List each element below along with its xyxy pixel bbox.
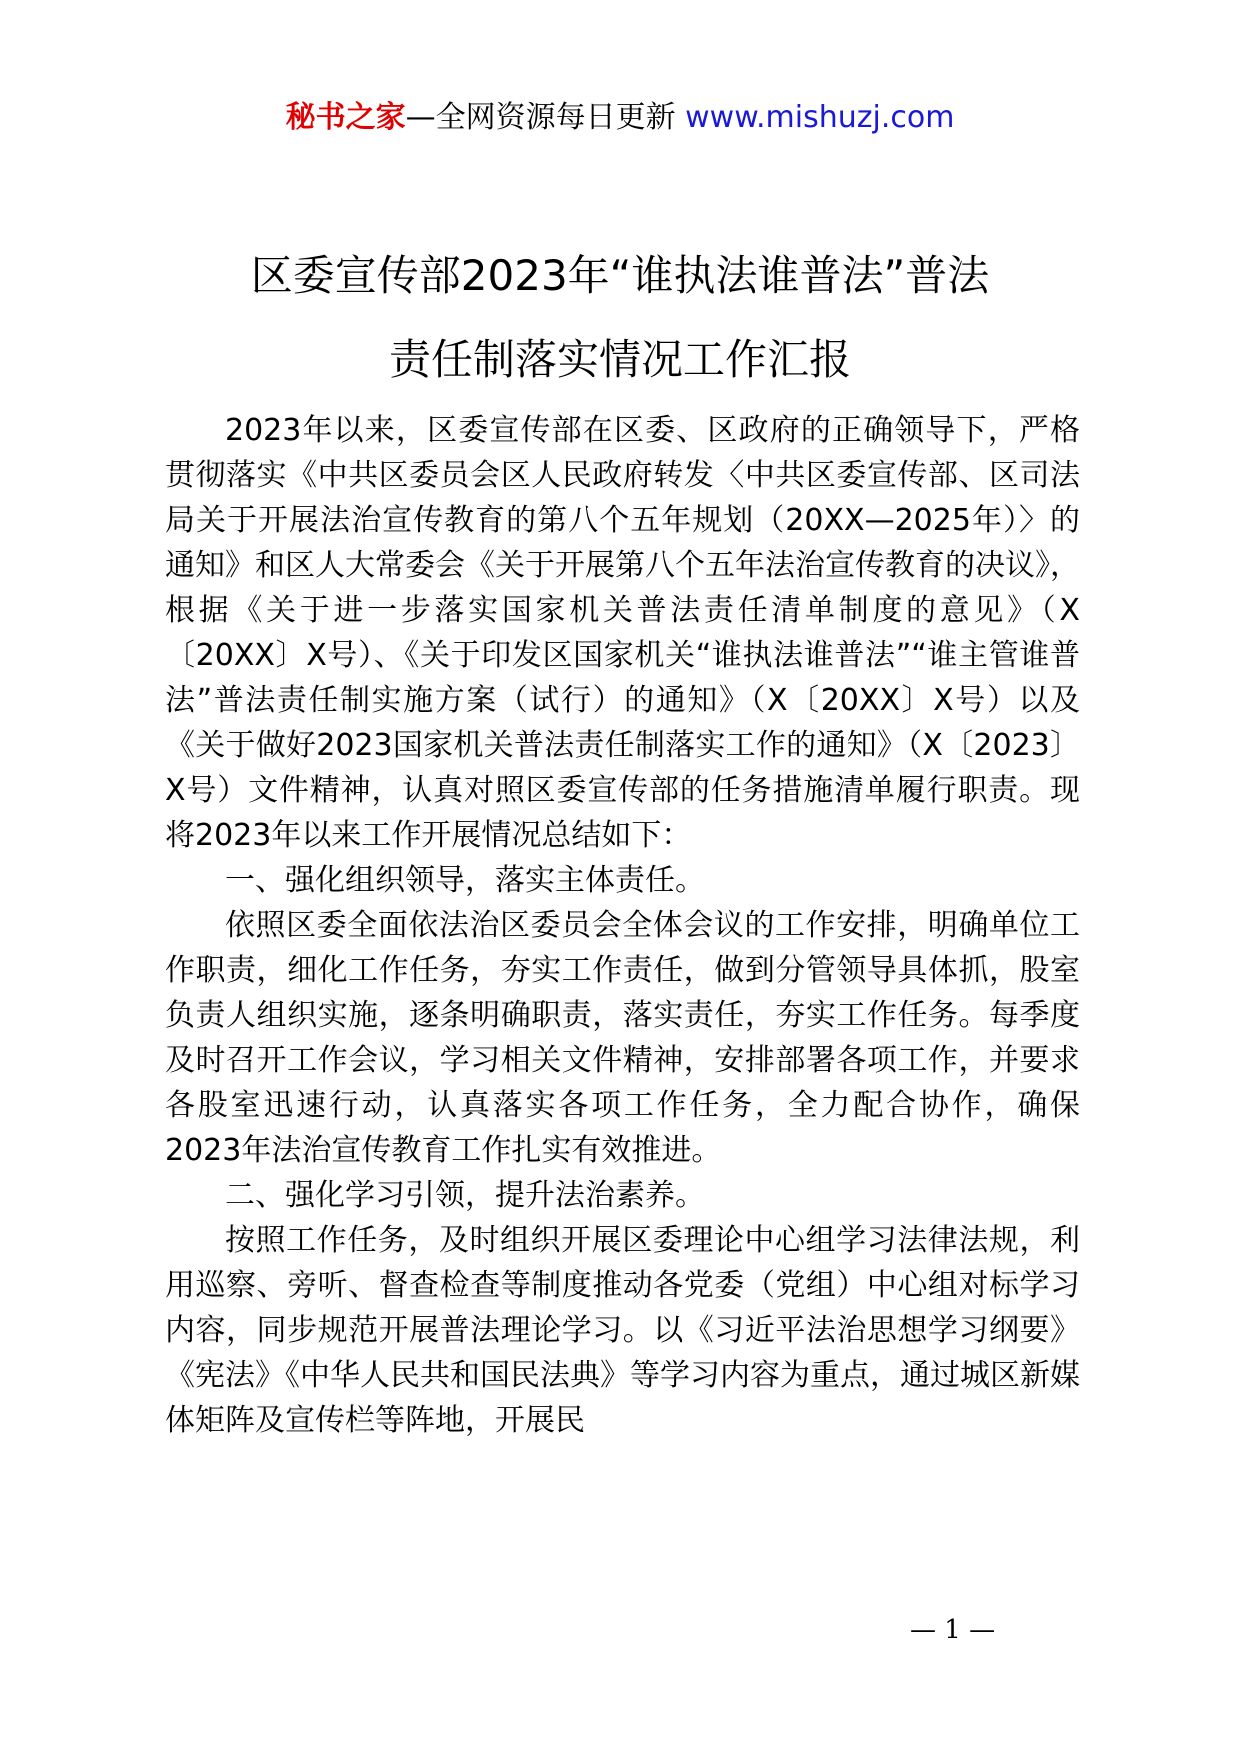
document-title-line-2: 责任制落实情况工作汇报: [388, 335, 851, 384]
site-banner: [0, 98, 1240, 138]
intro-paragraph: 2023年以来，区委宣传部在区委、区政府的正确领导下，严格贯彻落实《中共区委员会区人民政府转发〈中共区委宣传部、区司法局关于开展法治宣传教育的第八个五年规划（20XX—2025年）〉的通知》和区人大常委会《关于开展第八个五年法治宣传教育的决议》，根据《关于进一步落实国家机关普法责任清单制度的意见》（X〔20XX〕X号）、《关于印发区国家机关“谁执法谁普法”“谁主管谁普法”普法责任制实施方案（试行）的通知》（X〔20XX〕X号）以及《关于做好2023国家机关普法责任制落实工作的通知》（X〔2023〕X号）文件精神，认真对照区委宣传部的任务措施清单履行职责。现将2023年以来工作开展情况总结如下：: [165, 413, 1080, 853]
site-brand: 秘书之家: [285, 100, 406, 135]
site-tagline: —全网资源每日更新: [405, 100, 686, 135]
section-heading-1: 一、强化组织领导，落实主体责任。: [225, 863, 705, 898]
section-heading-2: 二、强化学习引领，提升法治素养。: [225, 1178, 705, 1213]
site-url-link[interactable]: www.mishuzj.com: [685, 100, 955, 135]
document-body: [165, 408, 1080, 1443]
page-number: — 1 —: [910, 1615, 996, 1645]
section-2-paragraph: 按照工作任务，及时组织开展区委理论中心组学习法律法规，利用巡察、旁听、督查检查等制度推动各党委（党组）中心组对标学习内容，同步规范开展普法理论学习。以《习近平法治思想学习纲要》《宪法》《中华人民共和国民法典》等学习内容为重点，通过城区新媒体矩阵及宣传栏等阵地，开展民: [165, 1223, 1080, 1438]
document-title-line-1: 区委宣传部2023年“谁执法谁普法”普法: [250, 251, 990, 300]
section-1-paragraph: 依照区委全面依法治区委员会全体会议的工作安排，明确单位工作职责，细化工作任务，夯实工作责任，做到分管领导具体抓，股室负责人组织实施，逐条明确职责，落实责任，夯实工作任务。每季度及时召开工作会议，学习相关文件精神，安排部署各项工作，并要求各股室迅速行动，认真落实各项工作任务，全力配合协作，确保2023年法治宣传教育工作扎实有效推进。: [165, 908, 1080, 1168]
